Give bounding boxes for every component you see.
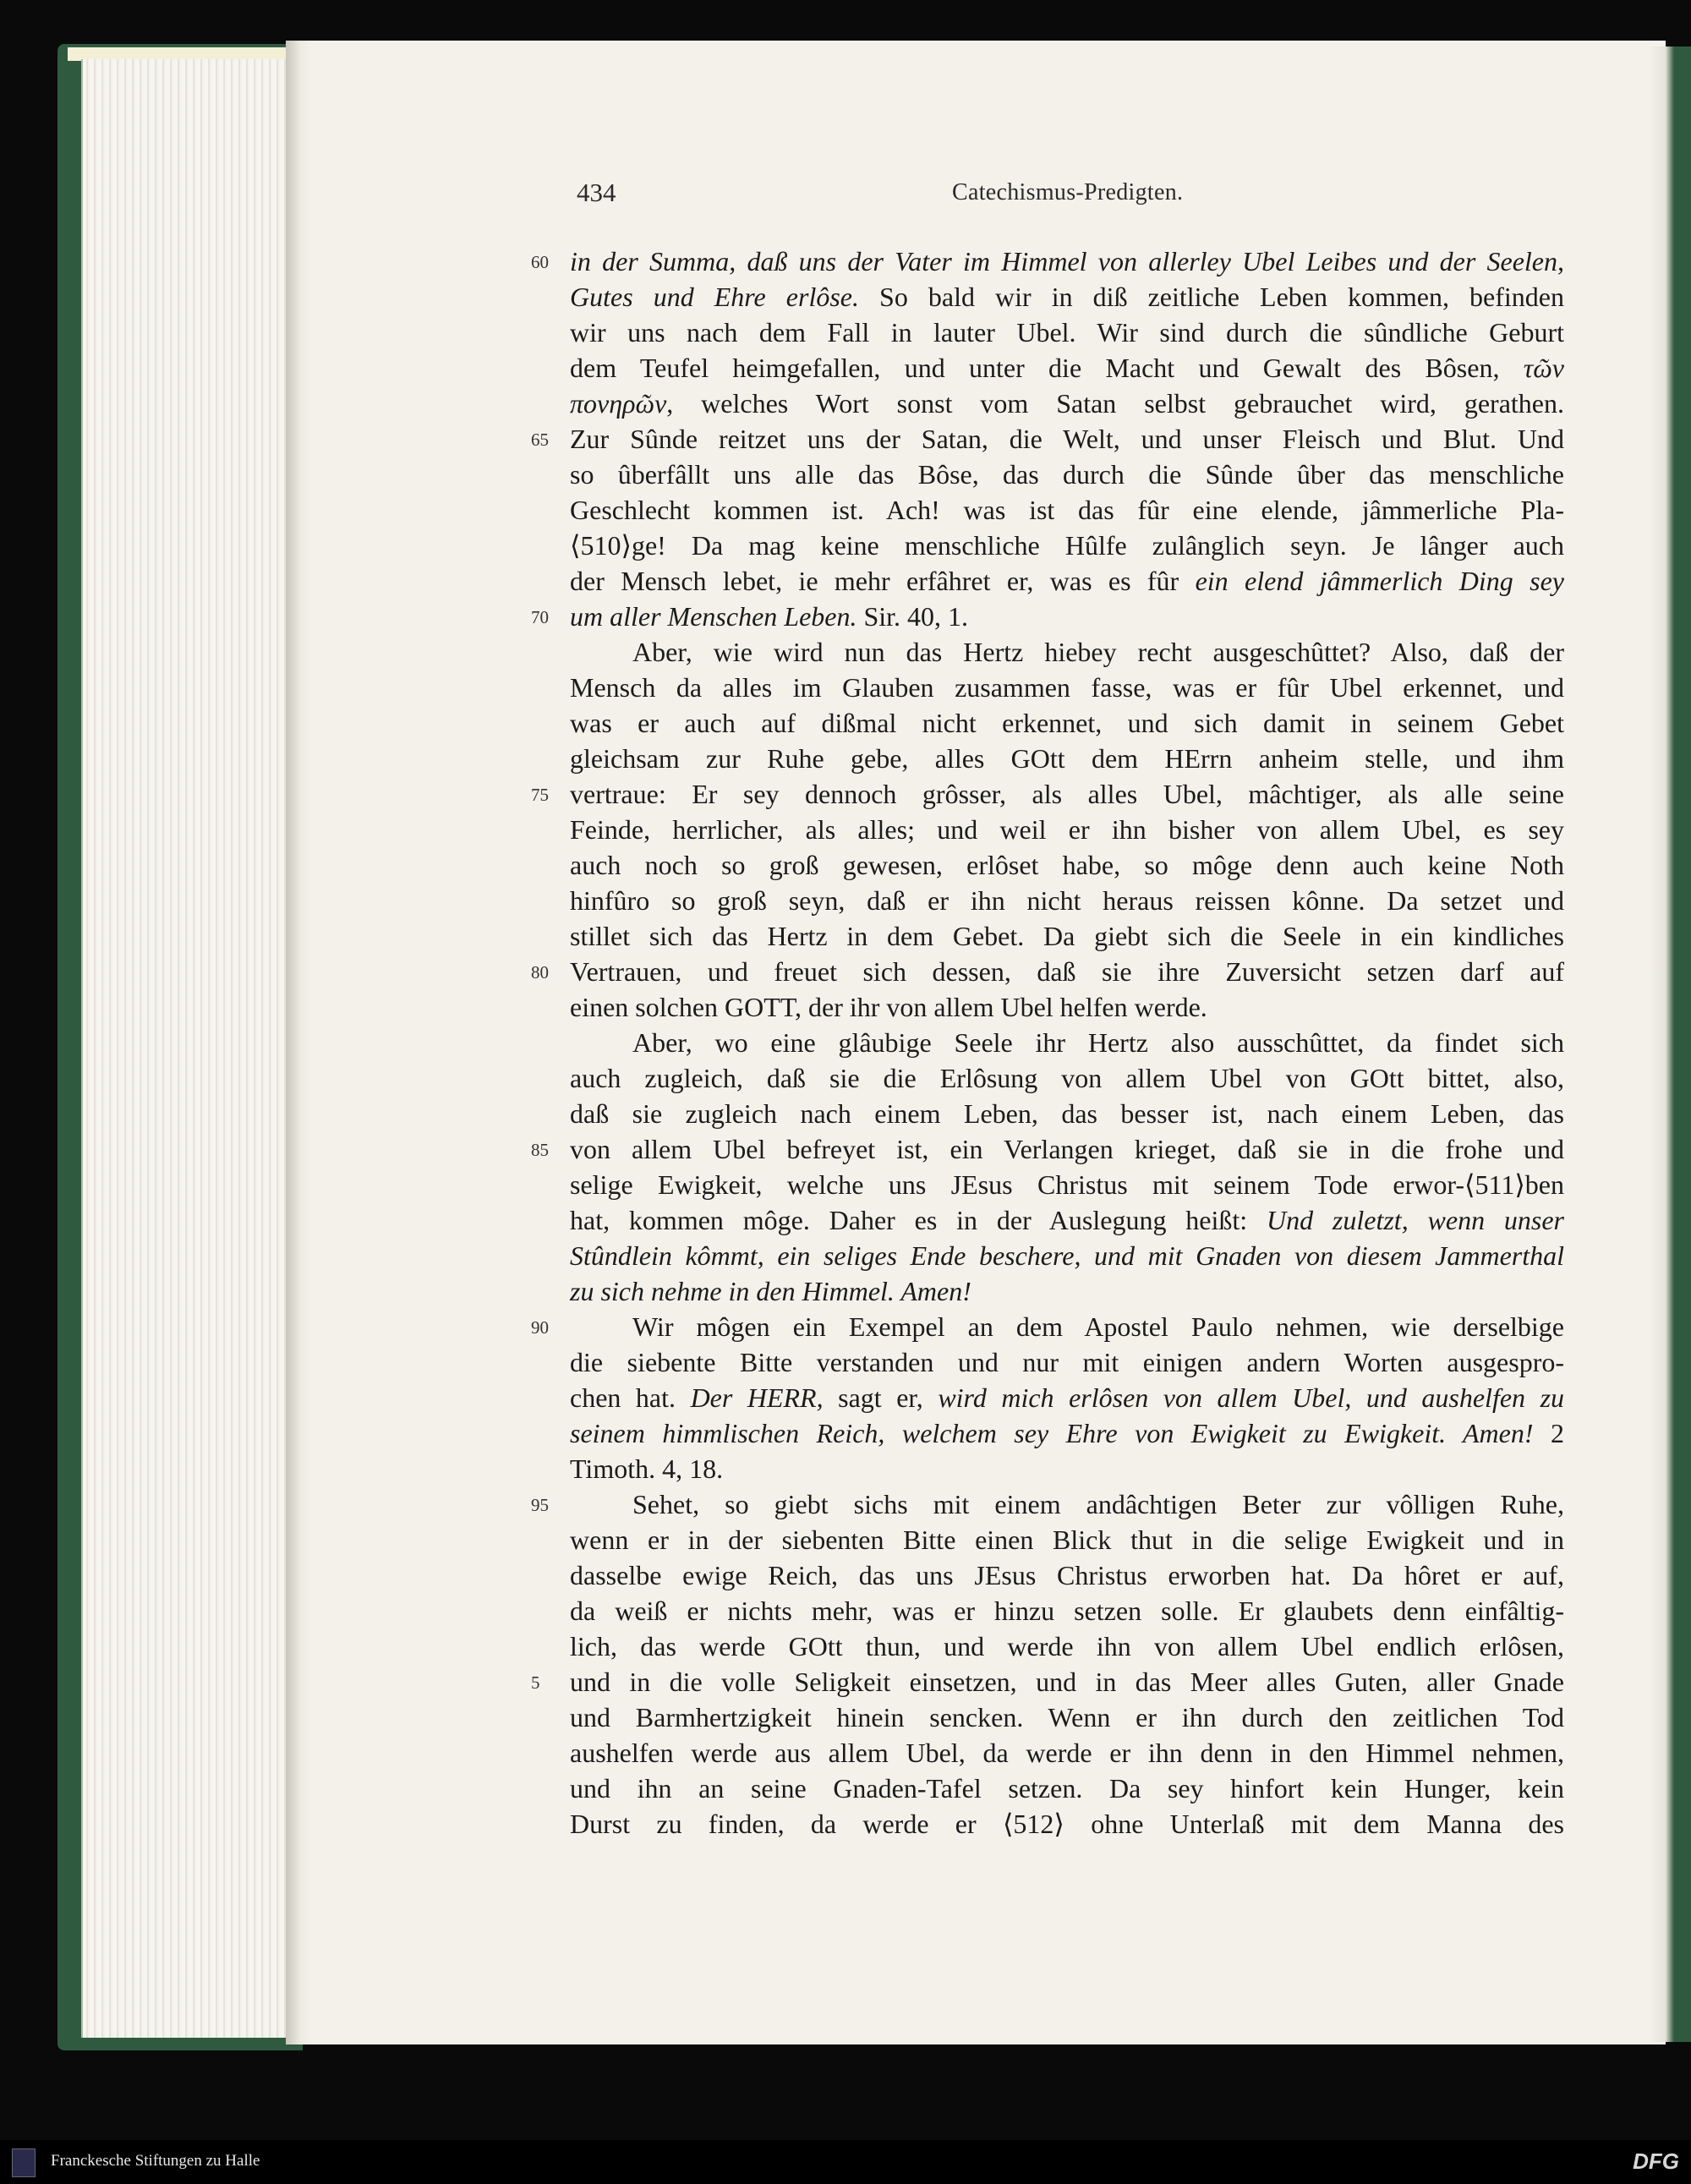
text-line xyxy=(570,1202,1564,1238)
text-segment: Feinde, herrlicher, als alles; und weil er ihn bisher von allem Ubel, es sey xyxy=(570,814,1564,845)
text-line xyxy=(570,492,1564,528)
italic-segment: Und zuletzt, wenn unser xyxy=(1266,1205,1564,1235)
text-line xyxy=(570,315,1564,350)
line-number: 70 xyxy=(531,607,549,627)
text-line xyxy=(570,670,1564,705)
text-segment: ⟨510⟩ge! Da mag keine menschliche Hûlfe zulânglich seyn. Je lânger auch xyxy=(570,530,1564,561)
text-line xyxy=(570,1025,1564,1060)
text-line xyxy=(570,279,1564,315)
text-segment: da weiß er nichts mehr, was er hinzu setzen solle. Er glaubets denn einfâltig- xyxy=(570,1596,1564,1626)
text-line xyxy=(570,1451,1564,1486)
text-line xyxy=(570,1415,1564,1451)
text-segment: hat, kommen môge. Daher es in der Auslegung heißt: xyxy=(570,1205,1267,1235)
text-line xyxy=(570,776,1564,812)
text-segment: der Mensch lebet, ie mehr erfâhret er, was es fûr xyxy=(570,566,1196,596)
footer-institution: Franckesche Stiftungen zu Halle xyxy=(51,2152,260,2170)
text-line xyxy=(570,1131,1564,1167)
line-number: 85 xyxy=(531,1140,549,1160)
text-line xyxy=(570,1238,1564,1273)
text-segment: wenn er in der siebenten Bitte einen Blick thut in die selige Ewigkeit und in xyxy=(570,1524,1564,1555)
text-segment: auch zugleich, daß sie die Erlôsung von allem Ubel von GOtt bittet, also, xyxy=(570,1063,1564,1093)
text-line xyxy=(570,599,1564,634)
text-line xyxy=(570,457,1564,492)
italic-segment: in der Summa, daß uns der Vater im Himmel von allerley Ubel Leibes und der Seelen, xyxy=(570,246,1564,276)
text-line xyxy=(570,1522,1564,1557)
text-line xyxy=(570,1380,1564,1415)
text-segment: So bald wir in diß zeitliche Leben kommen, befinden xyxy=(859,282,1565,312)
italic-segment: τῶν xyxy=(1523,353,1564,383)
dfg-logo: DFG xyxy=(1633,2148,1679,2174)
text-line xyxy=(570,1060,1564,1096)
text-segment: Aber, wie wird nun das Hertz hiebey recht ausgeschûttet? Also, daß der xyxy=(632,637,1564,667)
text-segment: vertraue: Er sey dennoch grôsser, als alles Ubel, mâchtiger, als alle seine xyxy=(570,779,1564,809)
italic-segment: wird mich erlôsen von allem Ubel, und aushelfen zu xyxy=(938,1382,1565,1413)
italic-segment: Gutes und Ehre erlôse. xyxy=(570,282,860,312)
text-segment: und Barmhertzigkeit hinein sencken. Wenn er ihn durch den zeitlichen Tod xyxy=(570,1702,1564,1732)
text-line xyxy=(570,1664,1564,1700)
text-line xyxy=(570,563,1564,599)
text-line xyxy=(570,1557,1564,1593)
text-segment: Sir. 40, 1. xyxy=(856,601,969,632)
line-number: 80 xyxy=(531,962,549,983)
text-segment: und ihn an seine Gnaden-Tafel setzen. Da sey hinfort kein Hunger, kein xyxy=(570,1773,1564,1804)
text-line xyxy=(570,634,1564,670)
text-segment: gleichsam zur Ruhe gebe, alles GOtt dem HErrn anheim stelle, und ihm xyxy=(570,743,1564,774)
text-line xyxy=(570,812,1564,847)
text-segment: lich, das werde GOtt thun, und werde ihn von allem Ubel endlich erlôsen, xyxy=(570,1631,1564,1661)
institution-seal-icon xyxy=(12,2148,36,2177)
text-line xyxy=(570,244,1564,279)
running-title: Catechismus-Predigten. xyxy=(952,179,1184,205)
text-segment: die siebente Bitte verstanden und nur mit einigen andern Worten ausgespro- xyxy=(570,1347,1564,1377)
line-number: 95 xyxy=(531,1495,549,1515)
text-line xyxy=(570,1167,1564,1202)
text-line xyxy=(570,705,1564,741)
text-segment: dasselbe ewige Reich, das uns JEsus Christus erworben hat. Da hôret er auf, xyxy=(570,1560,1564,1590)
text-segment: Durst zu finden, da werde er ⟨512⟩ ohne Unterlaß mit dem Manna des xyxy=(570,1809,1564,1839)
line-number: 60 xyxy=(531,252,549,272)
text-segment: Zur Sûnde reitzet uns der Satan, die Welt, und unser Fleisch und Blut. Und xyxy=(570,424,1564,454)
text-segment: auch noch so groß gewesen, erlôset habe, so môge denn auch keine Noth xyxy=(570,850,1564,880)
text-line xyxy=(570,1593,1564,1628)
text-line xyxy=(570,1806,1564,1842)
text-line xyxy=(570,1273,1564,1309)
italic-segment: Stûndlein kômmt, ein seliges Ende beschere, und mit Gnaden von diesem Jammerthal xyxy=(570,1240,1564,1271)
text-segment: dem Teufel heimgefallen, und unter die Macht und Gewalt des Bôsen, xyxy=(570,353,1524,383)
body-text xyxy=(570,244,1564,1842)
line-number: 75 xyxy=(531,785,549,805)
page-number: 434 xyxy=(577,178,616,207)
text-segment: was er auch auf dißmal nicht erkennet, und sich damit in seinem Gebet xyxy=(570,708,1564,738)
text-segment: stillet sich das Hertz in dem Gebet. Da giebt sich die Seele in ein kindliches xyxy=(570,921,1564,951)
page-gutter xyxy=(286,41,311,2044)
text-segment: Timoth. 4, 18. xyxy=(570,1453,724,1484)
page-stack xyxy=(81,59,303,2038)
italic-segment: zu sich nehme in den Himmel. Amen! xyxy=(570,1276,971,1306)
text-segment: selige Ewigkeit, welche uns JEsus Christus mit seinem Tode erwor-⟨511⟩ben xyxy=(570,1169,1564,1200)
text-line xyxy=(570,421,1564,457)
line-number: 65 xyxy=(531,430,549,450)
text-segment: Sehet, so giebt sichs mit einem andâchtigen Beter zur vôlligen Ruhe, xyxy=(632,1489,1564,1519)
line-number: 90 xyxy=(531,1317,549,1338)
text-segment: chen hat. xyxy=(570,1382,691,1413)
text-segment: von allem Ubel befreyet ist, ein Verlangen krieget, daß sie in die frohe und xyxy=(570,1134,1564,1164)
text-line xyxy=(570,528,1564,563)
text-line xyxy=(570,741,1564,776)
text-segment: so ûberfâllt uns alle das Bôse, das durch die Sûnde ûber das menschliche xyxy=(570,459,1564,490)
text-line xyxy=(570,883,1564,918)
text-segment: Aber, wo eine glâubige Seele ihr Hertz also ausschûttet, da findet sich xyxy=(632,1027,1564,1058)
italic-segment: ein elend jâmmerlich Ding sey xyxy=(1195,566,1565,596)
line-number: 5 xyxy=(531,1672,540,1693)
italic-segment: um aller Menschen Leben. xyxy=(570,601,857,632)
text-segment: Vertrauen, und freuet sich dessen, daß sie ihre Zuversicht setzen darf auf xyxy=(570,956,1564,987)
text-segment: Geschlecht kommen ist. Ach! was ist das fûr eine elende, jâmmerliche Pla- xyxy=(570,495,1564,525)
text-line xyxy=(570,954,1564,989)
text-segment: sagt er, xyxy=(823,1382,939,1413)
italic-segment: seinem himmlischen Reich, welchem sey Ehre von Ewigkeit zu Ewigkeit. Amen! xyxy=(570,1418,1534,1448)
text-segment: , welches Wort sonst vom Satan selbst gebrauchet wird, gerathen. xyxy=(666,388,1564,419)
text-segment: Mensch da alles im Glauben zusammen fasse, was er fûr Ubel erkennet, und xyxy=(570,672,1564,703)
text-segment: einen solchen GOTT, der ihr von allem Ubel helfen werde. xyxy=(570,992,1207,1022)
text-segment: Wir môgen ein Exempel an dem Apostel Paulo nehmen, wie derselbige xyxy=(632,1311,1564,1342)
text-line xyxy=(570,1700,1564,1735)
text-segment: wir uns nach dem Fall in lauter Ubel. Wir sind durch die sûndliche Geburt xyxy=(570,317,1564,348)
text-line xyxy=(570,1771,1564,1806)
text-segment: hinfûro so groß seyn, daß er ihn nicht heraus reissen kônne. Da setzet und xyxy=(570,885,1564,916)
facing-page-edge xyxy=(1649,47,1691,2042)
text-line xyxy=(570,1735,1564,1771)
text-segment: aushelfen werde aus allem Ubel, da werde er ihn denn in den Himmel nehmen, xyxy=(570,1738,1564,1768)
text-line xyxy=(570,1344,1564,1380)
text-line xyxy=(570,1309,1564,1344)
text-segment: 2 xyxy=(1533,1418,1565,1448)
text-segment: und in die volle Seligkeit einsetzen, und in das Meer alles Guten, aller Gnade xyxy=(570,1667,1564,1697)
footer-bar xyxy=(0,2140,1691,2184)
text-line xyxy=(570,1628,1564,1664)
text-line xyxy=(570,989,1564,1025)
text-line xyxy=(570,1486,1564,1522)
text-line xyxy=(570,386,1564,421)
text-line xyxy=(570,1096,1564,1131)
text-segment: daß sie zugleich nach einem Leben, das besser ist, nach einem Leben, das xyxy=(570,1098,1564,1129)
text-line xyxy=(570,918,1564,954)
italic-segment: πονηρῶν xyxy=(570,388,667,419)
text-line xyxy=(570,350,1564,386)
text-line xyxy=(570,847,1564,883)
italic-segment: Der HERR, xyxy=(690,1382,824,1413)
